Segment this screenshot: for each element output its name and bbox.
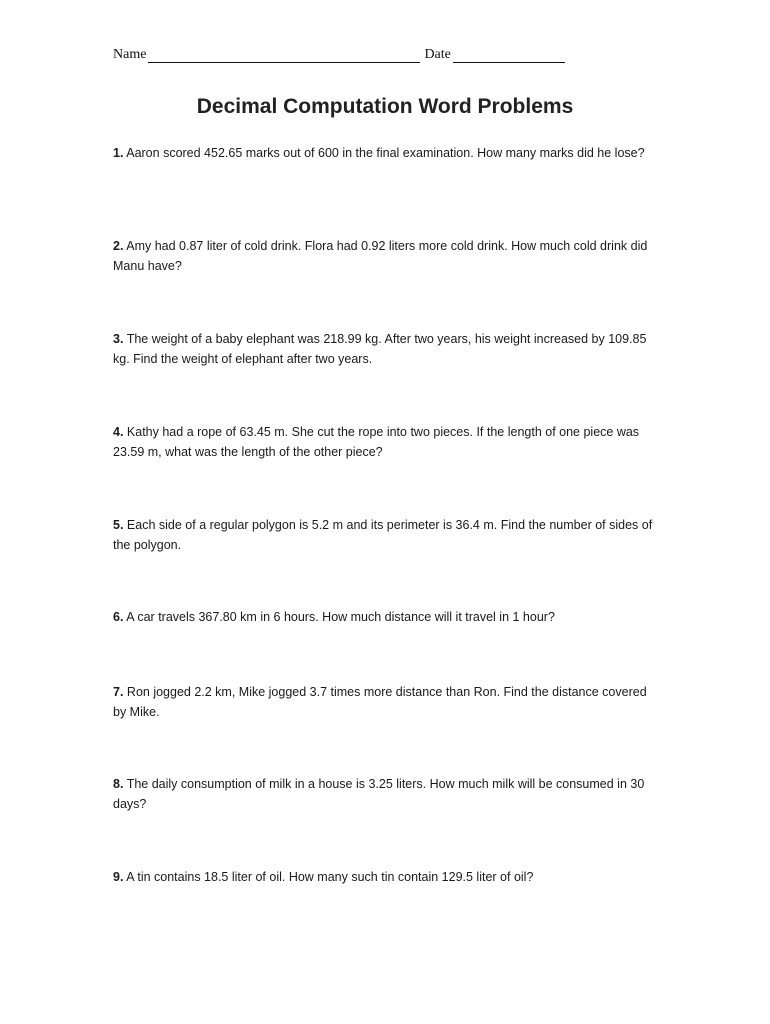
- problem-3: [113, 330, 661, 369]
- problem-text: Ron jogged 2.2 km, Mike jogged 3.7 times more distance than Ron. Find the distance covered by Mike.: [113, 685, 647, 719]
- problem-number: 2.: [113, 239, 124, 253]
- problem-text: A car travels 367.80 km in 6 hours. How much distance will it travel in 1 hour?: [126, 610, 555, 624]
- name-label: Name: [113, 47, 147, 62]
- problem-number: 4.: [113, 425, 124, 439]
- problem-5: [113, 516, 661, 555]
- problem-number: 9.: [113, 870, 124, 884]
- problem-4: [113, 423, 661, 462]
- page-title: Decimal Computation Word Problems: [196, 95, 574, 118]
- date-blank-line[interactable]: [453, 48, 565, 63]
- problem-2: [113, 237, 661, 276]
- problem-number: 1.: [113, 146, 124, 160]
- problem-6: [113, 608, 661, 628]
- name-date-header: [113, 47, 565, 63]
- problem-7: [113, 683, 661, 722]
- problem-number: 3.: [113, 332, 124, 346]
- problem-number: 7.: [113, 685, 124, 699]
- problem-text: The daily consumption of milk in a house is 3.25 liters. How much milk will be consumed in 30 days?: [113, 777, 645, 811]
- problem-number: 8.: [113, 777, 124, 791]
- problem-number: 5.: [113, 518, 124, 532]
- problem-text: Aaron scored 452.65 marks out of 600 in the final examination. How many marks did he lose?: [126, 146, 645, 160]
- problem-number: 6.: [113, 610, 124, 624]
- problem-1: [113, 144, 661, 164]
- name-blank-line[interactable]: [148, 48, 420, 63]
- problem-text: Each side of a regular polygon is 5.2 m and its perimeter is 36.4 m. Find the number of sides of the polygon.: [113, 518, 653, 552]
- problem-text: The weight of a baby elephant was 218.99 kg. After two years, his weight increased by 109.85 kg. Find the weight of elephant after two years.: [113, 332, 647, 366]
- problem-8: [113, 775, 661, 814]
- problem-text: Amy had 0.87 liter of cold drink. Flora had 0.92 liters more cold drink. How much cold drink did Manu have?: [113, 239, 648, 273]
- problem-9: [113, 868, 661, 888]
- problem-text: Kathy had a rope of 63.45 m. She cut the rope into two pieces. If the length of one piece was 23.59 m, what was the length of the other piece?: [113, 425, 640, 459]
- date-label: Date: [424, 47, 451, 62]
- problem-text: A tin contains 18.5 liter of oil. How many such tin contain 129.5 liter of oil?: [126, 870, 534, 884]
